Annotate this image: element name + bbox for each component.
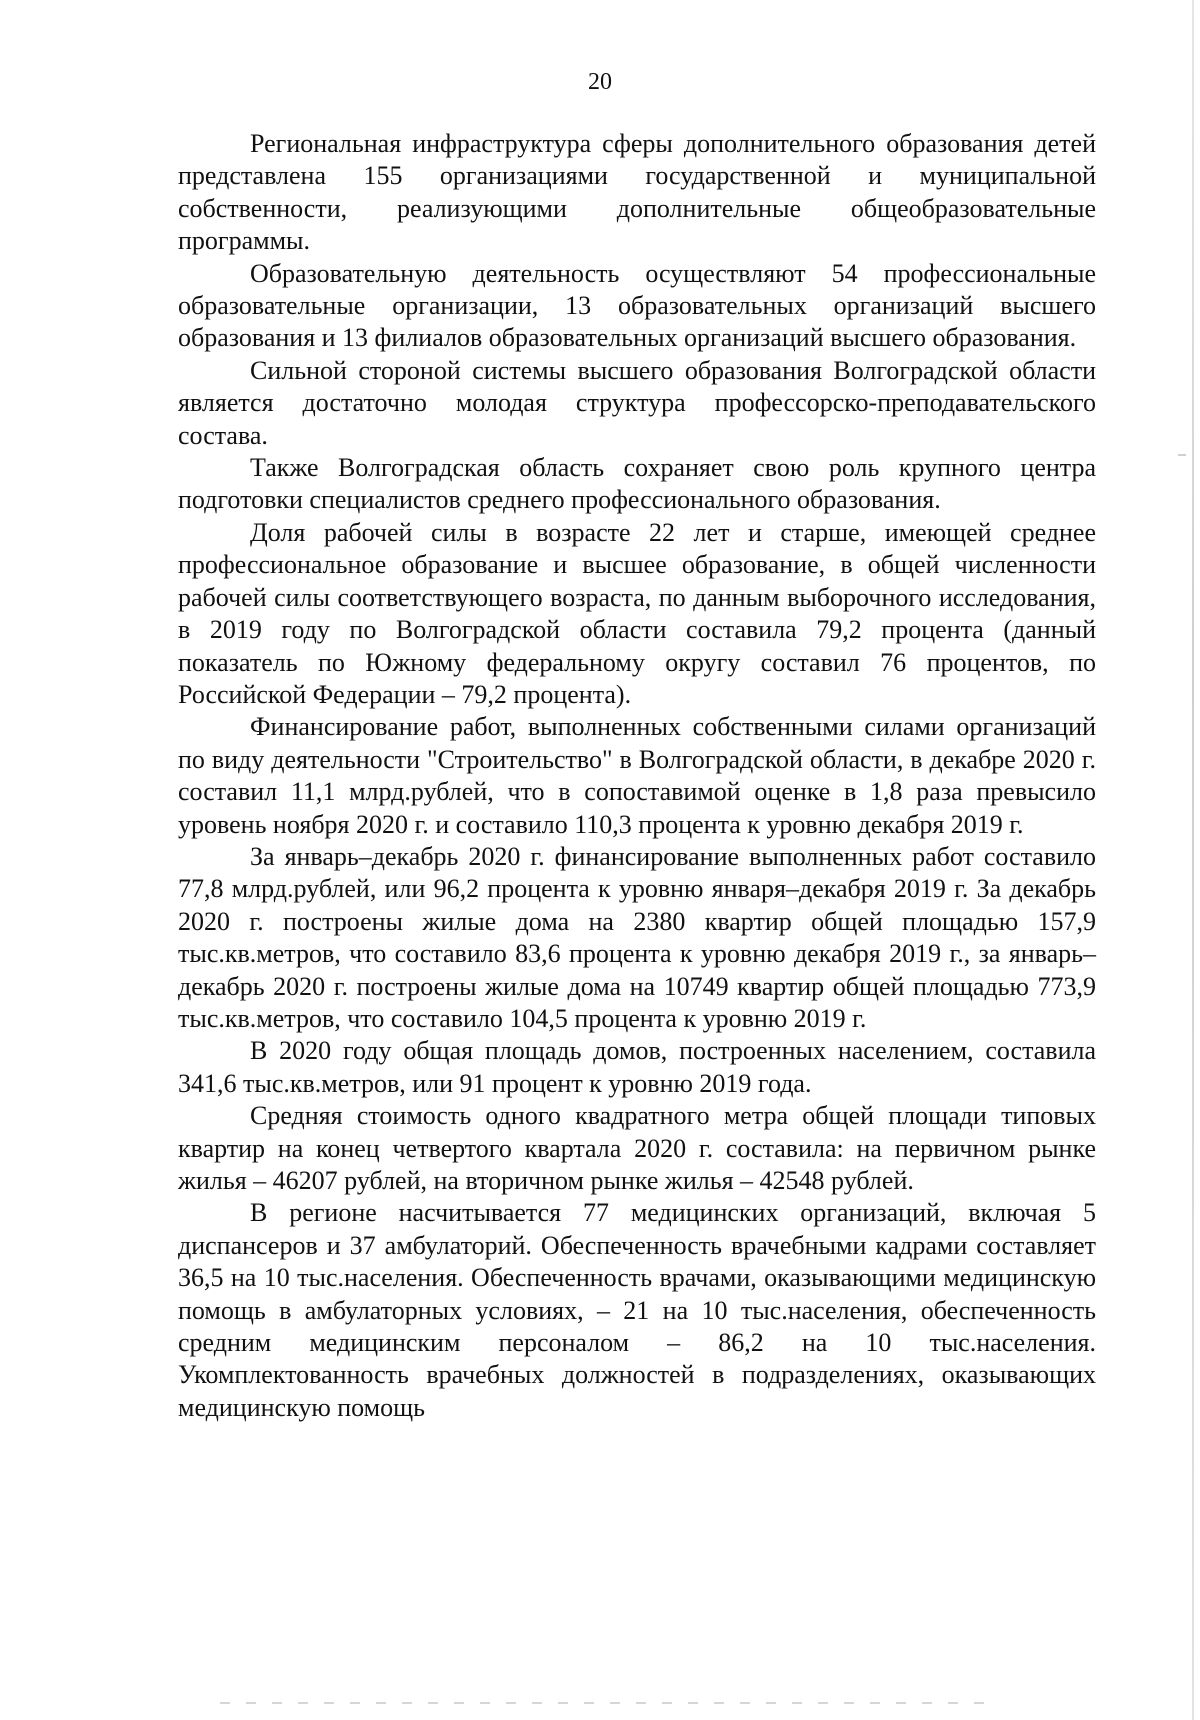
document-body	[178, 128, 1096, 1424]
paragraph-vocational-center: Также Волгоградская область сохраняет свою роль крупного центра подготовки специалистов среднего профессионального образования.	[178, 453, 1096, 515]
paragraph-additional-education: Региональная инфраструктура сферы дополнительного образования детей представлена 155 организациями государственной и муниципальной собственности, реализующими дополнительные общеобразовательные программы.	[178, 129, 1096, 256]
paragraph-educational-organizations: Образовательную деятельность осуществляют 54 профессиональные образовательные организации, 13 образовательных организаций высшего образования и 13 филиалов образовательных организаций высшего образования.	[178, 258, 1096, 353]
page-number: 20	[588, 69, 612, 95]
paragraph-annual-construction: За январь–декабрь 2020 г. финансирование выполненных работ составило 77,8 млрд.рублей, или 96,2 процента к уровню января–декабря 2019 г. За декабрь 2020 г. построены жилые дома на 2380 квартир общей площадью 157,9 тыс.кв.метров, что составило 83,6 процента к уровню декабря 2019 г., за январь–декабрь 2020 г. построены жилые дома на 10749 квартир общей площадью 773,9 тыс.кв.метров, что составило 104,5 процента к уровню 2019 г.	[178, 841, 1096, 1033]
paragraph-workforce-education-share: Доля рабочей силы в возрасте 22 лет и старше, имеющей среднее профессиональное образование и высшее образование, в общей численности рабочей силы соответствующего возраста, по данным выборочного исследования, в 2019 году по Волгоградской области составила 79,2 процента (данный показатель по Южному федеральному округу составил 76 процентов, по Российской Федерации – 79,2 процента).	[178, 517, 1096, 709]
scan-bottom-artifact	[220, 1702, 1000, 1704]
paragraph-housing-prices: Средняя стоимость одного квадратного метра общей площади типовых квартир на конец четвертого квартала 2020 г. составила: на первичном рынке жилья – 46207 рублей, на вторичном рынке жилья – 42548 рублей.	[178, 1101, 1096, 1195]
paragraph-construction-financing: Финансирование работ, выполненных собственными силами организаций по виду деятельности "Строительство" в Волгоградской области, в декабре 2020 г. составил 11,1 млрд.рублей, что в сопоставимой оценке в 1,8 раза превысило уровень ноября 2020 г. и составило 110,3 процента к уровню декабря 2019 г.	[178, 712, 1096, 839]
paragraph-private-housing: В 2020 году общая площадь домов, построенных населением, составила 341,6 тыс.кв.метров, или 91 процент к уровню 2019 года.	[178, 1036, 1096, 1098]
paragraph-medical-organizations: В регионе насчитывается 77 медицинских организаций, включая 5 диспансеров и 37 амбулаторий. Обеспеченность врачебными кадрами составляет 36,5 на 10 тыс.населения. Обеспеченность врачами, оказывающими медицинскую помощь в амбулаторных условиях, – 21 на 10 тыс.населения, обеспеченность средним медицинским персоналом – 86,2 на 10 тыс.населения. Укомплектованность врачебных должностей в подразделениях, оказывающих медицинскую помощь	[178, 1198, 1096, 1422]
scan-edge-line	[1192, 0, 1194, 1720]
paragraph-higher-education-strength: Сильной стороной системы высшего образования Волгоградской области является достаточно молодая структура профессорско-преподавательского состава.	[178, 355, 1096, 450]
scan-mark	[1178, 454, 1186, 456]
